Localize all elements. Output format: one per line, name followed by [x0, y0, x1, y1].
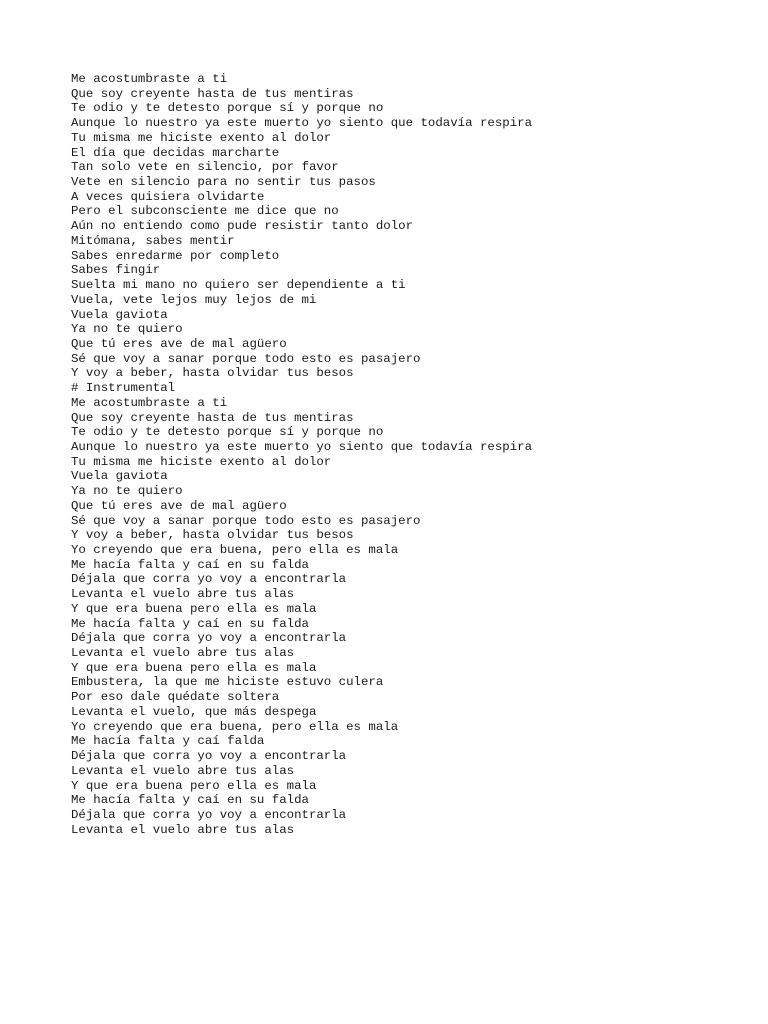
lyric-line: Que tú eres ave de mal agüero [71, 336, 287, 351]
lyric-line: Levanta el vuelo abre tus alas [71, 763, 295, 778]
lyric-line: El día que decidas marcharte [71, 145, 280, 160]
lyric-line: Te odio y te detesto porque sí y porque no [71, 425, 384, 440]
lyric-line: Me acostumbraste a ti [71, 72, 228, 86]
lyric-line: Sabes fingir [71, 263, 161, 278]
lyric-line: Tu misma me hiciste exento al dolor [71, 130, 332, 145]
lyrics-text-block [71, 72, 532, 837]
lyric-line: Pero el subconsciente me dice que no [71, 204, 339, 219]
lyric-line: Levanta el vuelo, que más despega [71, 704, 317, 719]
lyric-line: Aún no entiendo como pude resistir tanto dolor [71, 219, 414, 234]
lyric-line: Sé que voy a sanar porque todo esto es pasajero [71, 351, 421, 366]
lyric-line: Y que era buena pero ella es mala [71, 660, 317, 675]
lyric-line: A veces quisiera olvidarte [71, 189, 265, 204]
lyric-line: Que soy creyente hasta de tus mentiras [71, 410, 354, 425]
lyric-line: Levanta el vuelo abre tus alas [71, 822, 295, 837]
lyric-line: Déjala que corra yo voy a encontrarla [71, 631, 347, 646]
lyric-line: Sé que voy a sanar porque todo esto es pasajero [71, 513, 421, 528]
lyric-line: Levanta el vuelo abre tus alas [71, 646, 295, 661]
lyric-line: Me hacía falta y caí en su falda [71, 616, 309, 631]
lyric-line: Ya no te quiero [71, 322, 183, 337]
lyric-line: Aunque lo nuestro ya este muerto yo siento que todavía respira [71, 116, 533, 131]
lyric-line: Que tú eres ave de mal agüero [71, 498, 287, 513]
lyric-line: Y voy a beber, hasta olvidar tus besos [71, 366, 354, 381]
lyric-line: Vuela gaviota [71, 307, 168, 322]
lyric-line: Yo creyendo que era buena, pero ella es mala [71, 543, 399, 557]
lyric-line: Déjala que corra yo voy a encontrarla [71, 572, 347, 587]
lyric-line: Que soy creyente hasta de tus mentiras [71, 86, 354, 101]
lyric-line: Tu misma me hiciste exento al dolor [71, 454, 332, 469]
lyric-line: Embustera, la que me hiciste estuvo culera [71, 675, 384, 690]
lyric-line: Te odio y te detesto porque sí y porque no [71, 101, 384, 116]
lyric-line: Y que era buena pero ella es mala [71, 778, 317, 793]
lyric-line: Suelta mi mano no quiero ser dependiente a ti [71, 278, 406, 293]
lyric-line: Levanta el vuelo abre tus alas [71, 587, 295, 602]
lyric-line: Aunque lo nuestro ya este muerto yo siento que todavía respira [71, 439, 533, 454]
lyric-line: Vuela, vete lejos muy lejos de mi [71, 292, 317, 307]
lyric-line: Vete en silencio para no sentir tus pasos [71, 175, 376, 190]
lyric-line: Déjala que corra yo voy a encontrarla [71, 749, 347, 764]
lyric-line: # Instrumental [71, 381, 176, 396]
lyric-line: Me acostumbraste a ti [71, 395, 228, 410]
lyric-line: Me hacía falta y caí en su falda [71, 793, 309, 808]
lyric-line: Sabes enredarme por completo [71, 248, 280, 263]
lyric-line: Vuela gaviota [71, 469, 168, 484]
lyric-line: Ya no te quiero [71, 484, 183, 499]
lyric-line: Déjala que corra yo voy a encontrarla [71, 807, 347, 822]
lyric-line: Y que era buena pero ella es mala [71, 601, 317, 616]
lyric-line: Por eso dale quédate soltera [71, 690, 280, 705]
lyric-line: Tan solo vete en silencio, por favor [71, 160, 339, 175]
lyric-line: Me hacía falta y caí falda [71, 734, 265, 749]
lyric-line: Y voy a beber, hasta olvidar tus besos [71, 528, 354, 543]
lyric-line: Yo creyendo que era buena, pero ella es mala [71, 719, 399, 734]
lyric-line: Mitómana, sabes mentir [71, 233, 235, 248]
lyric-line: Me hacía falta y caí en su falda [71, 557, 309, 572]
